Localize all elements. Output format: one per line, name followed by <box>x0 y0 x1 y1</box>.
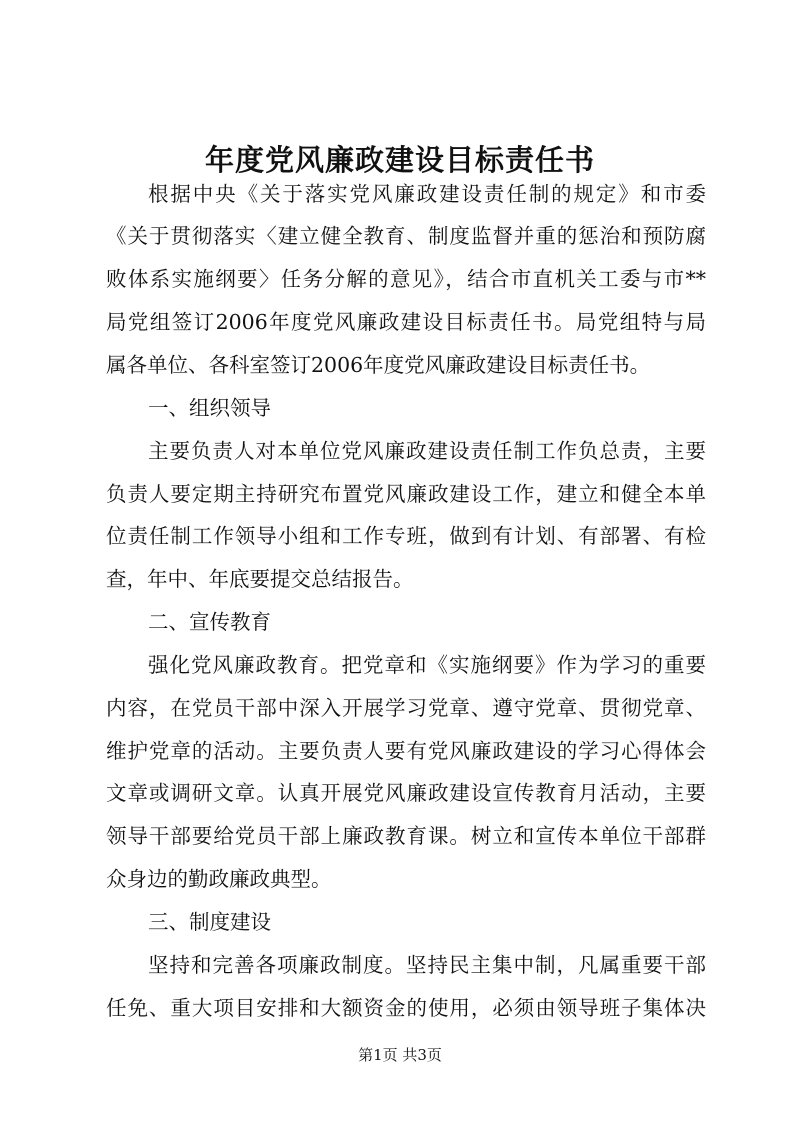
paragraph-line: 维护党章的活动。主要负责人要有党风廉政建设的学习心得体会 <box>106 739 706 763</box>
paragraph-line: 查，年中、年底要提交总结报告。 <box>106 567 414 591</box>
document-title: 年度党风廉政建设目标责任书 <box>204 143 595 177</box>
paragraph-line: 位责任制工作领导小组和工作专班，做到有计划、有部署、有检 <box>106 524 706 548</box>
intro-line: 败体系实施纲要〉任务分解的意见》，结合市直机关工委与市** <box>106 267 706 291</box>
paragraph-line: 坚持和完善各项廉政制度。坚持民主集中制，凡属重要干部 <box>148 953 706 977</box>
intro-line: 属各单位、各科室签订2006年度党风廉政建设目标责任书。 <box>106 353 651 377</box>
intro-line: 根据中央《关于落实党风廉政建设责任制的规定》和市委 <box>148 182 706 206</box>
intro-line: 《关于贯彻落实〈建立健全教育、制度监督并重的惩治和预防腐 <box>106 224 706 248</box>
paragraph-line: 众身边的勤政廉政典型。 <box>106 867 332 891</box>
paragraph-line: 主要负责人对本单位党风廉政建设责任制工作负总责，主要 <box>148 439 706 463</box>
paragraph-line: 内容，在党员干部中深入开展学习党章、遵守党章、贯彻党章、 <box>106 696 706 720</box>
section-heading: 二、宣传教育 <box>148 610 271 634</box>
intro-line: 局党组签订2006年度党风廉政建设目标责任书。局党组特与局 <box>106 310 706 334</box>
paragraph-line: 文章或调研文章。认真开展党风廉政建设宣传教育月活动，主要 <box>106 781 706 805</box>
paragraph-line: 强化党风廉政教育。把党章和《实施纲要》作为学习的重要 <box>148 653 706 677</box>
paragraph-line: 领导干部要给党员干部上廉政教育课。树立和宣传本单位干部群 <box>106 824 706 848</box>
section-heading: 三、制度建设 <box>148 910 271 934</box>
paragraph-line: 任免、重大项目安排和大额资金的使用，必须由领导班子集体决 <box>106 996 706 1020</box>
page-number: 第1页 共3页 <box>358 1046 442 1064</box>
section-heading: 一、组织领导 <box>148 396 271 420</box>
paragraph-line: 负责人要定期主持研究布置党风廉政建设工作，建立和健全本单 <box>106 482 706 506</box>
